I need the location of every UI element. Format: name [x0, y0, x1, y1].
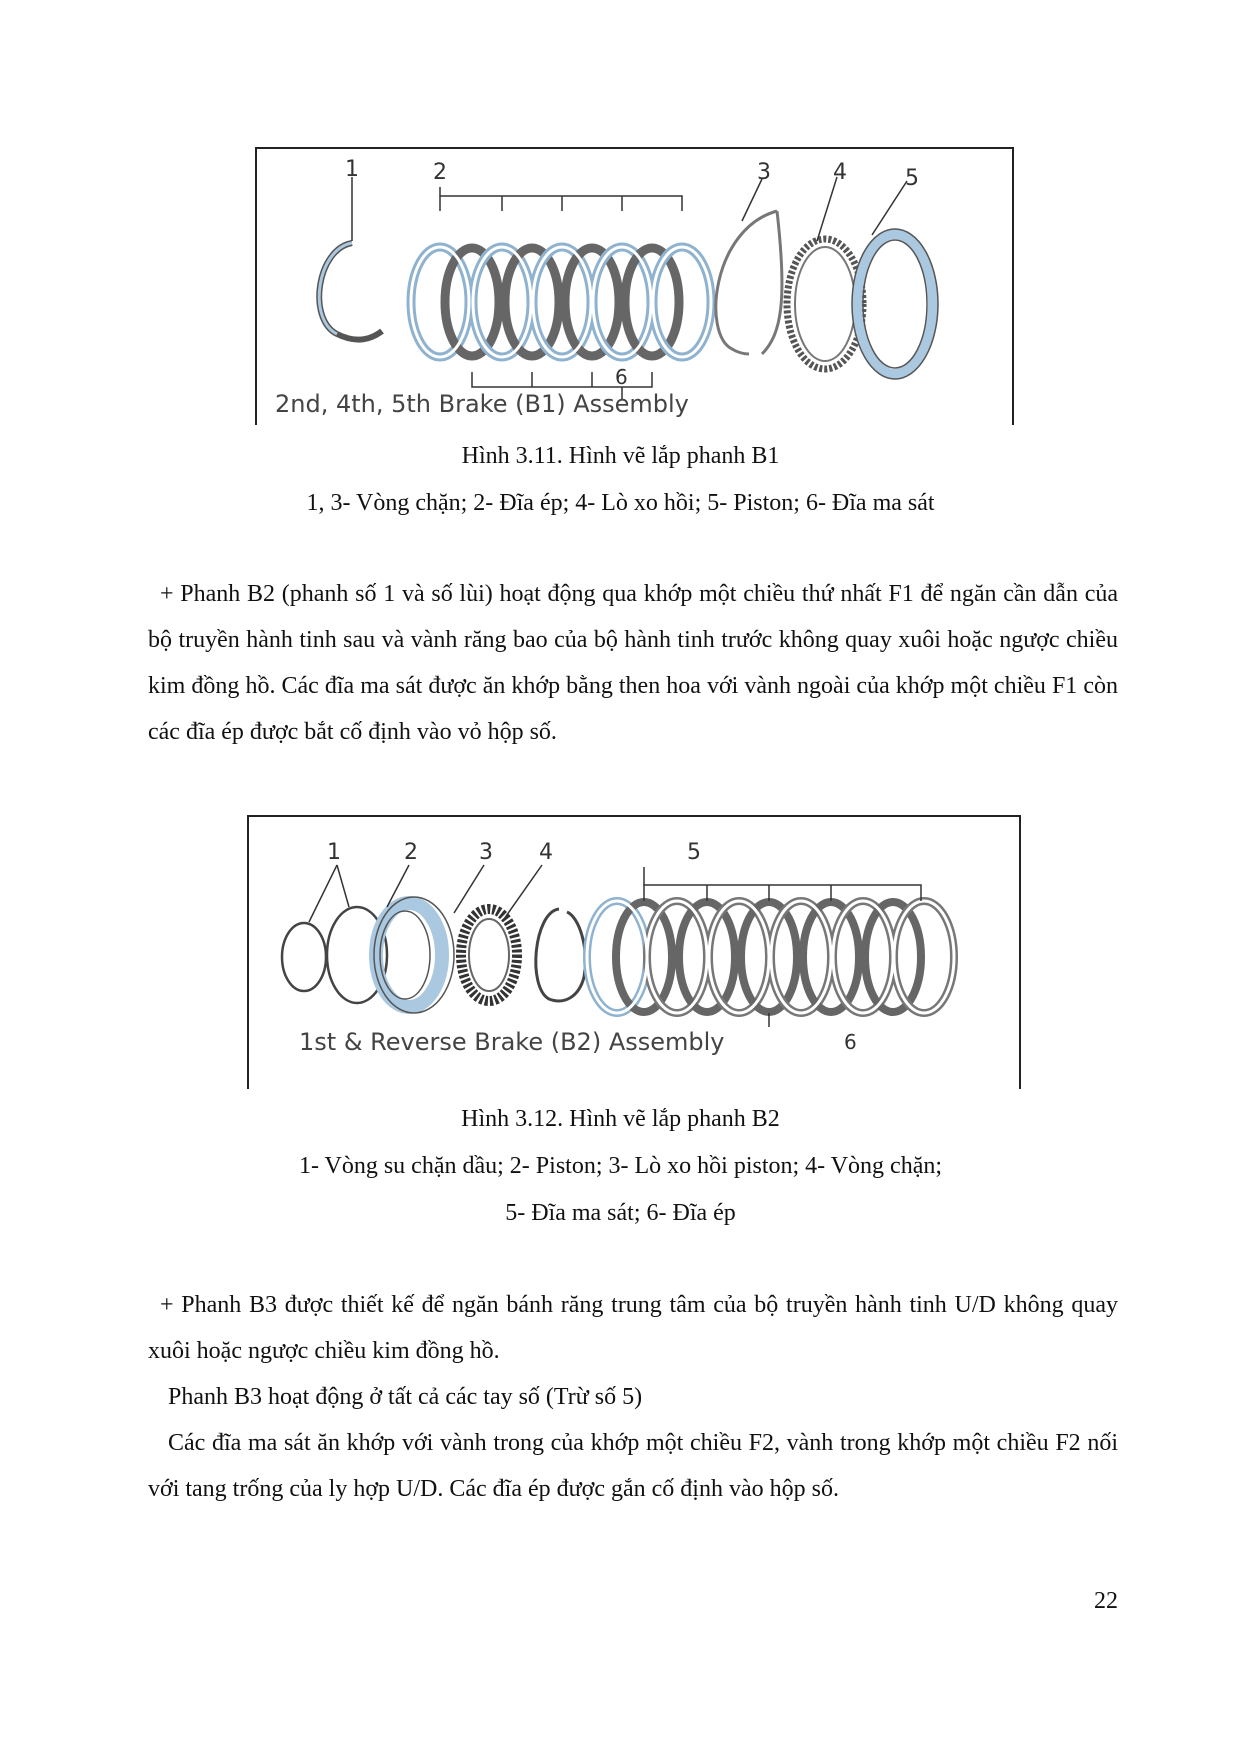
b2-label-3: 3 — [479, 840, 493, 865]
figure-b1-assembly — [255, 147, 1014, 425]
figure-b2-legend-line2: 5- Đĩa ma sát; 6- Đĩa ép — [505, 1200, 736, 1226]
b1-label-2: 2 — [433, 160, 447, 185]
oil-seal-ring-1a — [282, 923, 326, 991]
b1-label-1: 1 — [345, 157, 359, 182]
figure-b1-legend: 1, 3- Vòng chặn; 2- Đĩa ép; 4- Lò xo hồi; 5- Piston; 6- Đĩa ma sát — [306, 490, 935, 516]
paragraph-b2 — [148, 571, 1118, 755]
clutch-pack-b1 — [411, 247, 711, 357]
b2-label-6: 6 — [844, 1030, 857, 1054]
paragraph-b2-text: + Phanh B2 (phanh số 1 và số lùi) hoạt động qua khớp một chiều thứ nhất F1 để ngăn cần dẫn của bộ truyền hành tinh sau và vành răng bao của bộ hành tinh trước không quay xuôi hoặc ngược chiều kim đồng hồ. Các đĩa ma sát được ăn khớp bằng then hoa với vành ngoài của khớp một chiều F1 còn các đĩa ép được bắt cố định vào vỏ hộp số. — [148, 581, 1118, 745]
b2-assembly-drawing — [249, 817, 1019, 1089]
b1-label-3: 3 — [757, 160, 771, 185]
b2-label-2: 2 — [404, 840, 418, 865]
b1-assembly-drawing — [257, 149, 1012, 425]
page-number: 22 — [1094, 1588, 1118, 1614]
paragraph-b3 — [148, 1282, 1118, 1512]
b2-label-1: 1 — [327, 840, 341, 865]
b1-label-5: 5 — [905, 166, 919, 191]
paragraph-b3-text: + Phanh B3 được thiết kế để ngăn bánh răng trung tâm của bộ truyền hành tinh U/D không quay xuôi hoặc ngược chiều kim đồng hồ. — [148, 1292, 1118, 1364]
b1-label-6: 6 — [615, 365, 628, 389]
figure-b1-title: Hình 3.11. Hình vẽ lắp phanh B1 — [461, 443, 780, 469]
figure-b2-legend-line1: 1- Vòng su chặn dầu; 2- Piston; 3- Lò xo hồi piston; 4- Vòng chặn; — [298, 1153, 943, 1179]
paragraph-b3-discs: Các đĩa ma sát ăn khớp với vành trong của khớp một chiều F2, vành trong khớp một chiều F2 nối với tang trống của ly hợp U/D. Các đĩa ép được gắn cố định vào hộp số. — [148, 1430, 1118, 1502]
snap-ring-3 — [716, 211, 782, 354]
snap-ring-4 — [536, 909, 586, 1001]
piston-5 — [857, 234, 933, 374]
figure-b2-assembly — [247, 815, 1021, 1089]
figure-b2-title: Hình 3.12. Hình vẽ lắp phanh B2 — [461, 1106, 780, 1132]
b2-label-4: 4 — [539, 840, 553, 865]
paragraph-b3-active: Phanh B3 hoạt động ở tất cả các tay số (Trừ số 5) — [168, 1384, 643, 1410]
b2-label-5: 5 — [687, 840, 701, 865]
b1-label-4: 4 — [833, 160, 847, 185]
b1-image-caption: 2nd, 4th, 5th Brake (B1) Assembly — [275, 390, 689, 418]
b2-image-caption: 1st & Reverse Brake (B2) Assembly — [299, 1028, 725, 1056]
